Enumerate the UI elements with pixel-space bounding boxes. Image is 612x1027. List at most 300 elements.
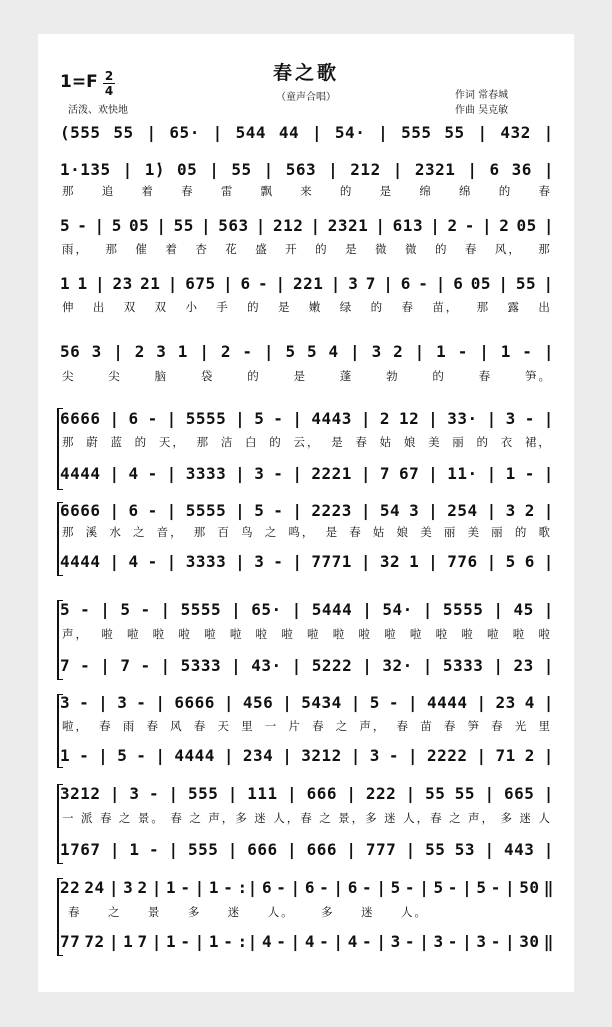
note-group: 1 xyxy=(500,341,511,361)
lyric-syllable: 出 xyxy=(92,300,107,314)
lyric-syllable: 春 xyxy=(538,184,552,198)
lyric-syllable: 春 xyxy=(401,300,415,314)
barline: | xyxy=(462,931,473,951)
lyric-syllable: 袋 xyxy=(200,369,215,383)
lyric-syllable: 春 xyxy=(99,719,113,733)
barline: | xyxy=(94,215,105,235)
note-group: 11· xyxy=(447,463,478,483)
note-group: 7 xyxy=(60,655,71,675)
note-group: - xyxy=(148,839,160,859)
barline: | xyxy=(428,500,439,520)
note-group: 5 xyxy=(390,877,401,897)
lyric-syllable: 溪 xyxy=(85,525,100,539)
barline: | xyxy=(287,839,298,859)
note-group: 5 xyxy=(433,877,444,897)
note-group: 6 xyxy=(128,500,139,520)
lyric-syllable: 一 xyxy=(264,719,279,733)
note-group: 05 xyxy=(129,215,150,235)
note-group: 55 xyxy=(173,215,194,235)
note-group: - xyxy=(524,408,535,428)
note-group: 3 xyxy=(505,408,516,428)
lyric-syllable: 春 xyxy=(193,719,208,733)
barline: | xyxy=(151,931,162,951)
lyric-syllable: 人 xyxy=(538,811,552,825)
barline: | xyxy=(235,408,246,428)
note-group: 563 xyxy=(218,215,249,235)
lyric-syllable: 之 xyxy=(189,811,203,825)
note-group: 32 xyxy=(379,551,401,571)
barline: | xyxy=(543,655,554,675)
note-group: - xyxy=(258,273,269,293)
barline: | xyxy=(543,122,554,142)
note-group: 1̇) xyxy=(144,159,166,179)
lyric-syllable: 人，春 xyxy=(273,811,314,825)
barline: | xyxy=(209,159,220,179)
barline: | xyxy=(543,551,554,571)
note-group: 55 xyxy=(425,839,446,859)
barline: | xyxy=(362,655,373,675)
barline: | xyxy=(422,599,433,619)
lyric-syllable: 手 xyxy=(216,300,230,314)
lyric-syllable: 的 xyxy=(498,184,513,198)
note-group: 5434 xyxy=(301,692,342,712)
lyric-syllable: 杏 xyxy=(195,242,209,256)
note-group: 5555 xyxy=(185,500,227,520)
barline: | xyxy=(481,215,493,235)
lyric-syllable: 丽 xyxy=(443,525,458,539)
note-group: 5 xyxy=(476,877,487,897)
note-group: 1·135 xyxy=(60,159,111,179)
barline: | xyxy=(194,877,205,897)
lyric-syllable: 鸣， xyxy=(288,525,316,539)
note-group: 3 xyxy=(348,273,359,293)
notation-line xyxy=(60,462,554,484)
lyric-syllable: 那 xyxy=(105,242,119,256)
lyric-syllable: 的 xyxy=(514,525,529,539)
note-group: 56 xyxy=(60,341,81,361)
note-group: - xyxy=(388,692,399,712)
note-group: 3333 xyxy=(185,551,227,571)
barline: | xyxy=(151,877,162,897)
note-group: 5 xyxy=(254,408,265,428)
note-group: 1 xyxy=(60,273,71,293)
note-group: - xyxy=(276,931,287,951)
barline: | xyxy=(543,463,554,483)
note-group: 2 xyxy=(379,408,391,428)
barline: | xyxy=(467,159,478,179)
notation-line xyxy=(60,876,554,898)
note-group: 555 xyxy=(187,839,219,859)
note-group: 1 xyxy=(166,931,177,951)
barline: | xyxy=(346,839,357,859)
note-group: 55 xyxy=(454,783,476,803)
lyric-syllable: 歌 xyxy=(538,525,552,539)
lyric-syllable: 啦 xyxy=(332,627,347,641)
lyric-syllable: 伸 xyxy=(62,300,76,314)
note-group: 32· xyxy=(382,655,413,675)
barline: | xyxy=(235,463,246,483)
note-group: 1 xyxy=(129,839,140,859)
lyric-syllable: 的 xyxy=(370,300,385,314)
lyric-syllable: 迷 xyxy=(227,905,242,919)
note-group: 5444 xyxy=(311,599,353,619)
note-group: 55 xyxy=(231,159,252,179)
barline: | xyxy=(292,500,303,520)
lyric-syllable: 是 xyxy=(278,300,292,314)
lyric-syllable: 春 xyxy=(68,905,82,919)
lyric-syllable: 姑 xyxy=(372,525,387,539)
barline: | xyxy=(498,273,509,293)
lyric-syllable: 春 xyxy=(355,435,369,449)
time-signature xyxy=(103,70,115,97)
note-group: 3 xyxy=(156,341,167,361)
lyric-syllable: 来 xyxy=(300,184,314,198)
note-group: - xyxy=(242,341,253,361)
lyric-syllable: 的 xyxy=(434,242,449,256)
lyric-syllable: 那 xyxy=(196,435,211,449)
note-group: 555 xyxy=(187,783,219,803)
note-group: 67 xyxy=(398,463,420,483)
note-group: 3 xyxy=(369,745,380,765)
lyric-syllable: 啦 xyxy=(178,627,192,641)
barline: | xyxy=(428,551,439,571)
lyric-syllable: 之 xyxy=(264,525,279,539)
barline: | xyxy=(543,692,554,712)
lyric-syllable: 的 xyxy=(339,184,354,198)
note-group: - xyxy=(136,745,147,765)
note-group: 212 xyxy=(350,159,381,179)
note-group: - xyxy=(147,408,158,428)
note-group: - xyxy=(522,341,533,361)
lyric-syllable: 白 xyxy=(245,435,259,449)
tempo-marking: 活泼、欢快地 xyxy=(68,105,128,116)
note-group: 3 xyxy=(390,931,401,951)
lyric-syllable: 春 xyxy=(464,242,479,256)
barline: | xyxy=(290,931,301,951)
lyric-syllable: 片 xyxy=(288,719,302,733)
barline: | xyxy=(360,463,371,483)
barline: | xyxy=(543,159,554,179)
note-group: - xyxy=(147,500,158,520)
meter-top: 2 xyxy=(104,69,114,83)
barline: | xyxy=(430,215,441,235)
note-group: - xyxy=(273,463,284,483)
note-group: 613 xyxy=(392,215,424,235)
note-group: 1 xyxy=(436,341,447,361)
lyric-syllable: 声， xyxy=(359,719,387,733)
barline: | xyxy=(476,745,487,765)
barline: | xyxy=(231,599,242,619)
barline: | xyxy=(543,408,554,428)
barline: | xyxy=(493,599,504,619)
note-group: 24 xyxy=(84,877,105,897)
lyric-syllable: 是 xyxy=(345,242,359,256)
lyric-line xyxy=(68,904,428,920)
note-group: 1767 xyxy=(60,839,101,859)
note-group: 6 xyxy=(240,273,251,293)
note-group: 4 xyxy=(128,463,139,483)
barline: | xyxy=(287,783,298,803)
note-group: - xyxy=(388,745,399,765)
lyric-syllable: 啦 xyxy=(229,627,244,641)
barline: | xyxy=(223,273,234,293)
lyric-line xyxy=(62,241,552,257)
note-group: 111 xyxy=(247,783,278,803)
note-group: 44 xyxy=(278,122,300,142)
barline: | xyxy=(328,159,339,179)
note-group: - xyxy=(223,877,234,897)
lyric-syllable: 之 xyxy=(107,905,122,919)
barline: | xyxy=(543,341,554,361)
barline: | xyxy=(235,551,246,571)
lyric-syllable: 啦 xyxy=(435,627,450,641)
lyric-line xyxy=(62,299,552,315)
note-group: 5 xyxy=(60,599,71,619)
note-group: 7 xyxy=(137,931,148,951)
note-group: 71 xyxy=(495,745,516,765)
notation-line xyxy=(60,744,554,766)
note-group: - xyxy=(80,655,91,675)
note-group: 2 xyxy=(393,341,404,361)
note-group: 55 xyxy=(515,273,537,293)
note-group: 2 xyxy=(524,500,535,520)
lyric-syllable: 绿 xyxy=(339,300,354,314)
barline: | xyxy=(493,655,504,675)
barline: | xyxy=(504,931,516,951)
lyric-syllable: 的 xyxy=(247,300,261,314)
barline: | xyxy=(414,341,425,361)
lyric-syllable: 蓝 xyxy=(110,435,124,449)
note-group: 1 xyxy=(123,931,134,951)
lyric-syllable: 景 xyxy=(147,905,162,919)
note-group: - xyxy=(148,783,160,803)
barline: | xyxy=(227,783,238,803)
barline: | xyxy=(419,931,430,951)
barline: | xyxy=(378,122,389,142)
notation-line xyxy=(60,930,554,952)
barline: | xyxy=(166,463,177,483)
lyric-syllable: 小 xyxy=(185,300,199,314)
lyric-syllable: 啦 xyxy=(409,627,424,641)
note-group: - xyxy=(140,655,151,675)
barline: | xyxy=(435,273,446,293)
barline: | xyxy=(109,463,120,483)
note-group: 3 xyxy=(433,931,444,951)
barline: | xyxy=(167,273,178,293)
note-group: 5 xyxy=(369,692,380,712)
barline: | xyxy=(155,745,166,765)
barline: | xyxy=(160,655,171,675)
note-group: 4 xyxy=(524,692,535,712)
lyric-syllable: 盛 xyxy=(255,242,269,256)
note-group: 1 xyxy=(208,931,220,951)
lyric-syllable: 那 xyxy=(476,300,491,314)
lyric-syllable: 景。 xyxy=(137,811,165,825)
note-group: 3 xyxy=(91,341,102,361)
barline: | xyxy=(146,122,157,142)
note-group: 5555 xyxy=(442,599,484,619)
note-group: - xyxy=(276,877,287,897)
barline: | xyxy=(160,599,171,619)
lyric-syllable: 娘 xyxy=(403,435,418,449)
note-group: 1 xyxy=(166,877,177,897)
note-group: 53 xyxy=(454,839,476,859)
note-group: 2321 xyxy=(414,159,456,179)
note-group: 54· xyxy=(382,599,413,619)
lyric-syllable: 春 xyxy=(99,811,114,825)
lyric-syllable: 美 xyxy=(428,435,442,449)
lyric-syllable: 是 xyxy=(293,369,307,383)
barline: | xyxy=(166,500,177,520)
lyric-syllable: 的 xyxy=(315,242,329,256)
barline: | xyxy=(155,692,166,712)
lyric-line xyxy=(62,183,552,199)
note-group: 12 xyxy=(398,408,420,428)
barline: | xyxy=(360,408,371,428)
lyric-syllable: 那 xyxy=(62,184,76,198)
note-group: 2 xyxy=(134,341,145,361)
lyric-syllable: 春 xyxy=(181,184,195,198)
lyric-syllable: 春 xyxy=(312,719,326,733)
barline: | xyxy=(290,877,301,897)
note-group: 1 xyxy=(505,463,516,483)
note-group: - xyxy=(524,463,535,483)
note-group: 5 xyxy=(505,551,516,571)
barline: | xyxy=(109,408,120,428)
barline: | xyxy=(419,877,430,897)
key-signature: 1=F xyxy=(60,72,98,92)
barline: | xyxy=(227,839,238,859)
note-group: - xyxy=(404,931,416,951)
note-group: 2223 xyxy=(311,500,352,520)
barline: | xyxy=(376,931,387,951)
barline: | xyxy=(350,745,361,765)
note-group: 3 xyxy=(117,692,128,712)
lyric-syllable: 笋 xyxy=(467,719,481,733)
lyric-syllable: 是 xyxy=(379,184,394,198)
lyric-syllable: 美 xyxy=(420,525,434,539)
note-group: 5 xyxy=(306,341,318,361)
note-group: 2321 xyxy=(327,215,369,235)
barline: | xyxy=(223,745,234,765)
barline: | xyxy=(375,215,386,235)
note-group: 6 xyxy=(347,877,358,897)
lyric-syllable: 鸟 xyxy=(241,525,255,539)
notation-line xyxy=(60,691,554,713)
note-group: - xyxy=(404,877,416,897)
lyric-syllable: 啦 xyxy=(384,627,398,641)
barline: ‖ xyxy=(543,877,554,897)
barline: | xyxy=(543,273,554,293)
note-group: 3 xyxy=(409,500,420,520)
barline: | xyxy=(291,599,302,619)
barline: | xyxy=(484,783,495,803)
lyric-syllable: 啦 xyxy=(152,627,167,641)
lyric-syllable: 洁 xyxy=(220,435,235,449)
note-group: 1 xyxy=(77,273,88,293)
note-group: - xyxy=(490,931,501,951)
lyric-syllable: 人，春 xyxy=(403,811,444,825)
lyric-syllable: 春 xyxy=(491,719,505,733)
barline: | xyxy=(484,839,495,859)
note-group: 72 xyxy=(84,931,105,951)
lyric-syllable: 追 xyxy=(101,184,116,198)
notation-line xyxy=(60,598,554,620)
note-group: 6 xyxy=(489,159,500,179)
barline: | xyxy=(428,408,439,428)
barline: | xyxy=(392,159,403,179)
lyric-syllable: 双 xyxy=(154,300,169,314)
lyric-syllable: 之 xyxy=(132,525,147,539)
note-group: - xyxy=(362,877,373,897)
note-group: - xyxy=(77,215,88,235)
lyric-syllable: 尖 xyxy=(62,369,76,383)
notation-line xyxy=(60,654,554,676)
note-group: 23 xyxy=(495,692,516,712)
note-group: 6 xyxy=(453,273,464,293)
lyric-syllable: 露 xyxy=(507,300,522,314)
note-group: 3 xyxy=(505,500,516,520)
lyric-syllable: 声， xyxy=(62,627,89,641)
note-group: - xyxy=(447,931,458,951)
barline: | xyxy=(108,877,119,897)
meter-bottom: 4 xyxy=(104,84,114,98)
barline: | xyxy=(543,215,554,235)
barline: | xyxy=(292,551,303,571)
note-group: - xyxy=(79,692,90,712)
note-group: 50 xyxy=(519,877,540,897)
note-group: - xyxy=(140,599,151,619)
note-group: - xyxy=(490,877,501,897)
lyric-syllable: 的 xyxy=(476,435,490,449)
barline: | xyxy=(462,877,473,897)
song-title: 春之歌 xyxy=(272,62,339,84)
lyric-syllable: 光 xyxy=(514,719,529,733)
lyric-syllable: 双 xyxy=(123,300,138,314)
note-group: 1 xyxy=(208,877,220,897)
note-group: 456 xyxy=(242,692,274,712)
barline: | xyxy=(98,692,109,712)
barline: | xyxy=(168,839,179,859)
note-group: 7 xyxy=(379,463,391,483)
lyric-syllable: 啦 xyxy=(358,627,372,641)
lyric-syllable: 苗 xyxy=(420,719,434,733)
note-group: 5 xyxy=(120,599,131,619)
note-group: 54 xyxy=(379,500,401,520)
note-group: - xyxy=(147,463,158,483)
lyric-syllable: 微 xyxy=(404,242,419,256)
lyric-syllable: 雨 xyxy=(122,719,137,733)
note-group: 1 xyxy=(177,341,188,361)
note-group: 6 xyxy=(261,877,273,897)
lyric-syllable: 春 xyxy=(146,719,160,733)
lyric-syllable: 开 xyxy=(285,242,299,256)
note-group: - xyxy=(80,599,91,619)
lyric-line xyxy=(62,718,552,734)
note-group: 777 xyxy=(365,839,397,859)
barline: | xyxy=(486,463,497,483)
note-group: 3 xyxy=(254,551,265,571)
barline: | xyxy=(376,877,387,897)
barline: | xyxy=(292,463,303,483)
note-group: 5333 xyxy=(442,655,484,675)
note-group: 4 xyxy=(347,931,358,951)
lyric-syllable: 人。 xyxy=(401,905,428,919)
barline: | xyxy=(330,273,341,293)
lyric-syllable: 云， xyxy=(293,435,321,449)
notation-line xyxy=(60,782,554,804)
note-group: 666 xyxy=(306,783,337,803)
